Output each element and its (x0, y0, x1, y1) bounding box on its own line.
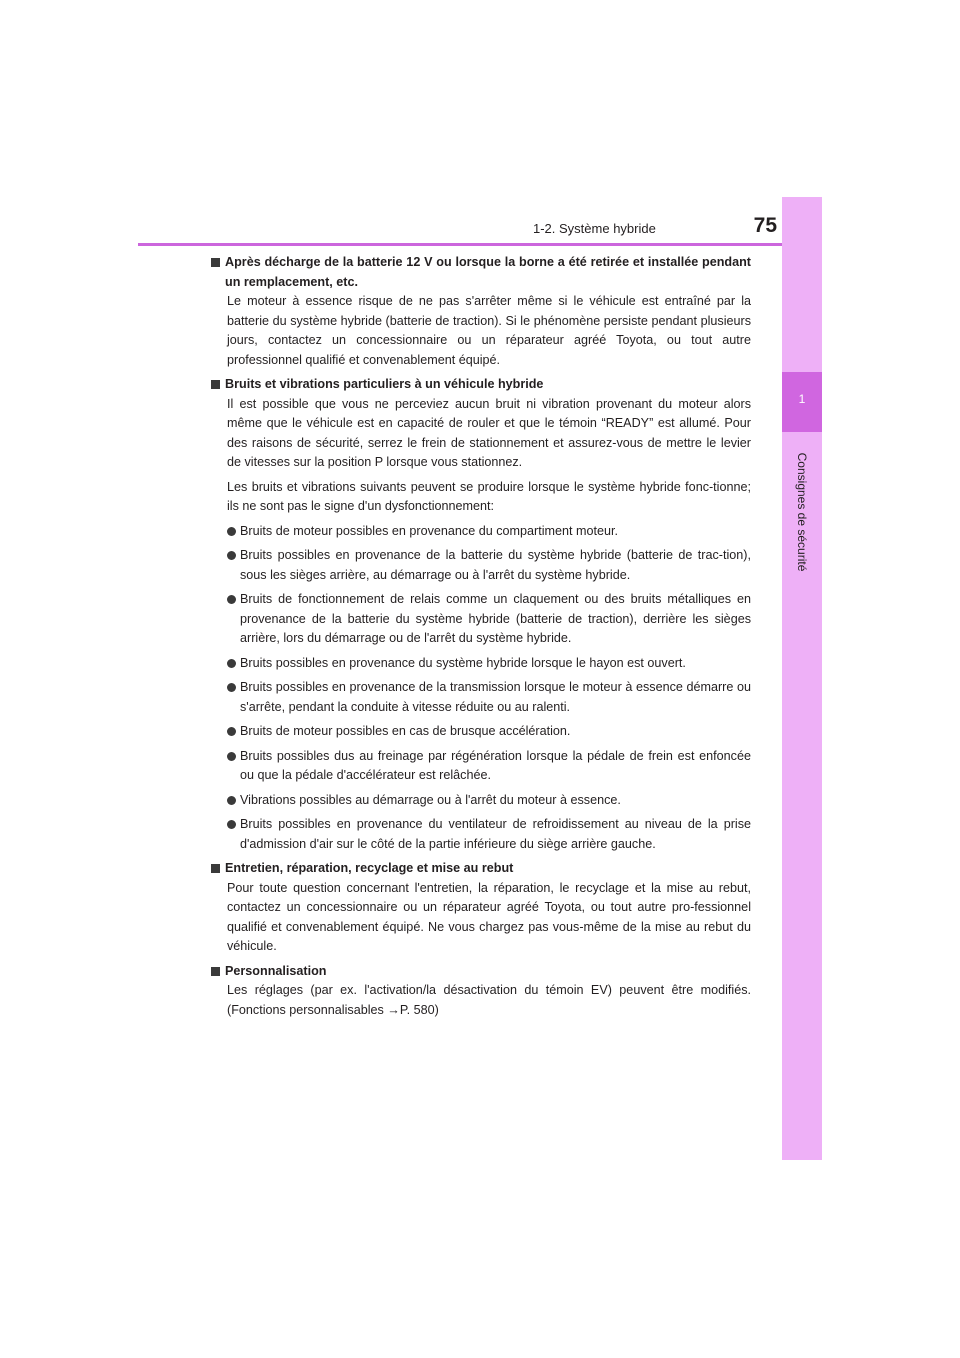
list-item-text: Bruits possibles en provenance du système hybride lorsque le hayon est ouvert. (240, 655, 686, 670)
square-bullet-icon (211, 380, 220, 389)
section-item (211, 253, 751, 370)
list-item (227, 747, 751, 786)
page-number: 75 (753, 214, 777, 237)
square-bullet-icon (211, 967, 220, 976)
paragraph: Les bruits et vibrations suivants peuvent se produire lorsque le système hybride fonc-tionne; ils ne sont pas le signe d'un dysfonctionnement: (227, 479, 751, 513)
chapter-number: 1 (798, 392, 806, 406)
circle-bullet-icon (227, 595, 236, 604)
circle-bullet-icon (227, 551, 236, 560)
paragraph: Pour toute question concernant l'entretien, la réparation, le recyclage et la mise au rebut, contactez un concessionnaire ou un réparateur agréé Toyota, ou tout autre pro-fessionnel qualifié et convenablement équipé. Ne vous chargez pas vous-même de la mise au rebut du véhicule. (227, 880, 751, 953)
list-item-text: Bruits possibles dus au freinage par régénération lorsque la pédale de frein est enfoncée ou que la pédale d'accélérateur est relâchée. (240, 748, 751, 782)
paragraph: Il est possible que vous ne perceviez aucun bruit ni vibration provenant du moteur alors même que le véhicule est en capacité de rouler et que le témoin “READY” est allumé. Pour des raisons de sécurité, serrez le frein de stationnement et assurez-vous de mettre le levier de vitesses sur la position P lorsque vous stationnez. (227, 396, 751, 469)
section-item (211, 859, 751, 957)
list-item (227, 815, 751, 854)
header-rule (138, 243, 822, 246)
list-item (227, 678, 751, 717)
circle-bullet-icon (227, 683, 236, 692)
list-item (227, 522, 751, 542)
circle-bullet-icon (227, 659, 236, 668)
list-item (227, 654, 751, 674)
list-item-text: Bruits possibles en provenance du ventilateur de refroidissement au niveau de la prise d'admission d'air sur le côté de la partie inférieure du siège arrière gauche. (240, 817, 751, 851)
circle-bullet-icon (227, 752, 236, 761)
circle-bullet-icon (227, 796, 236, 805)
list-item (227, 546, 751, 585)
circle-bullet-icon (227, 527, 236, 536)
section-heading-text: Bruits et vibrations particuliers à un véhicule hybride (225, 377, 544, 391)
section-heading (211, 253, 751, 292)
list-item-text: Bruits de moteur possibles en cas de brusque accélération. (240, 724, 571, 738)
section-title: 1-2. Système hybride (533, 221, 656, 236)
circle-bullet-icon (227, 820, 236, 829)
list-item-text: Bruits de fonctionnement de relais comme un claquement ou des bruits métalliques en provenance de la batterie du système hybride (batterie de traction), derrière les sièges arrière, lors du démarrage ou de l'arrêt du système hybride. (240, 592, 751, 645)
chapter-side-tab (782, 197, 822, 1160)
square-bullet-icon (211, 864, 220, 873)
paragraph: Le moteur à essence risque de ne pas s'arrêter même si le véhicule est entraîné par la batterie du système hybride (batterie de traction). Si le phénomène persiste pendant plusieurs jours, contactez un concessionnaire ou un réparateur agréé Toyota, ou tout autre professionnel qualifié et convenablement équipé. (227, 294, 751, 367)
list-item-text: Bruits possibles en provenance de la batterie du système hybride (batterie de trac-tion), sous les sièges arrière, au démarrage ou à l'arrêt du système hybride. (240, 548, 751, 582)
paragraph: Les réglages (par ex. l'activation/la désactivation du témoin EV) peuvent être modifiés. (Fonctions personnalisables →P. 580) (227, 983, 751, 1017)
section-heading (211, 859, 751, 879)
section-item (211, 962, 751, 1021)
list-item (227, 791, 751, 811)
list-item (227, 590, 751, 649)
section-item (211, 375, 751, 854)
section-heading (211, 962, 751, 982)
section-heading-text: Entretien, réparation, recyclage et mise au rebut (225, 861, 514, 875)
section-heading-text: Personnalisation (225, 963, 327, 978)
circle-bullet-icon (227, 727, 236, 736)
list-item-text: Vibrations possibles au démarrage ou à l'arrêt du moteur à essence. (240, 792, 621, 807)
list-item (227, 722, 751, 742)
section-heading (211, 375, 751, 395)
chapter-title-text: Consignes de sécurité (795, 452, 809, 572)
page-content (211, 253, 751, 1025)
section-heading-text: Après décharge de la batterie 12 V ou lorsque la borne a été retirée et installée pendant un remplacement, etc. (225, 255, 751, 289)
list-item-text: Bruits de moteur possibles en provenance du compartiment moteur. (240, 523, 619, 538)
square-bullet-icon (211, 258, 220, 267)
list-item-text: Bruits possibles en provenance de la transmission lorsque le moteur à essence démarre ou s'arrête, pendant la conduite à vitesse réduite ou au ralenti. (240, 680, 751, 714)
